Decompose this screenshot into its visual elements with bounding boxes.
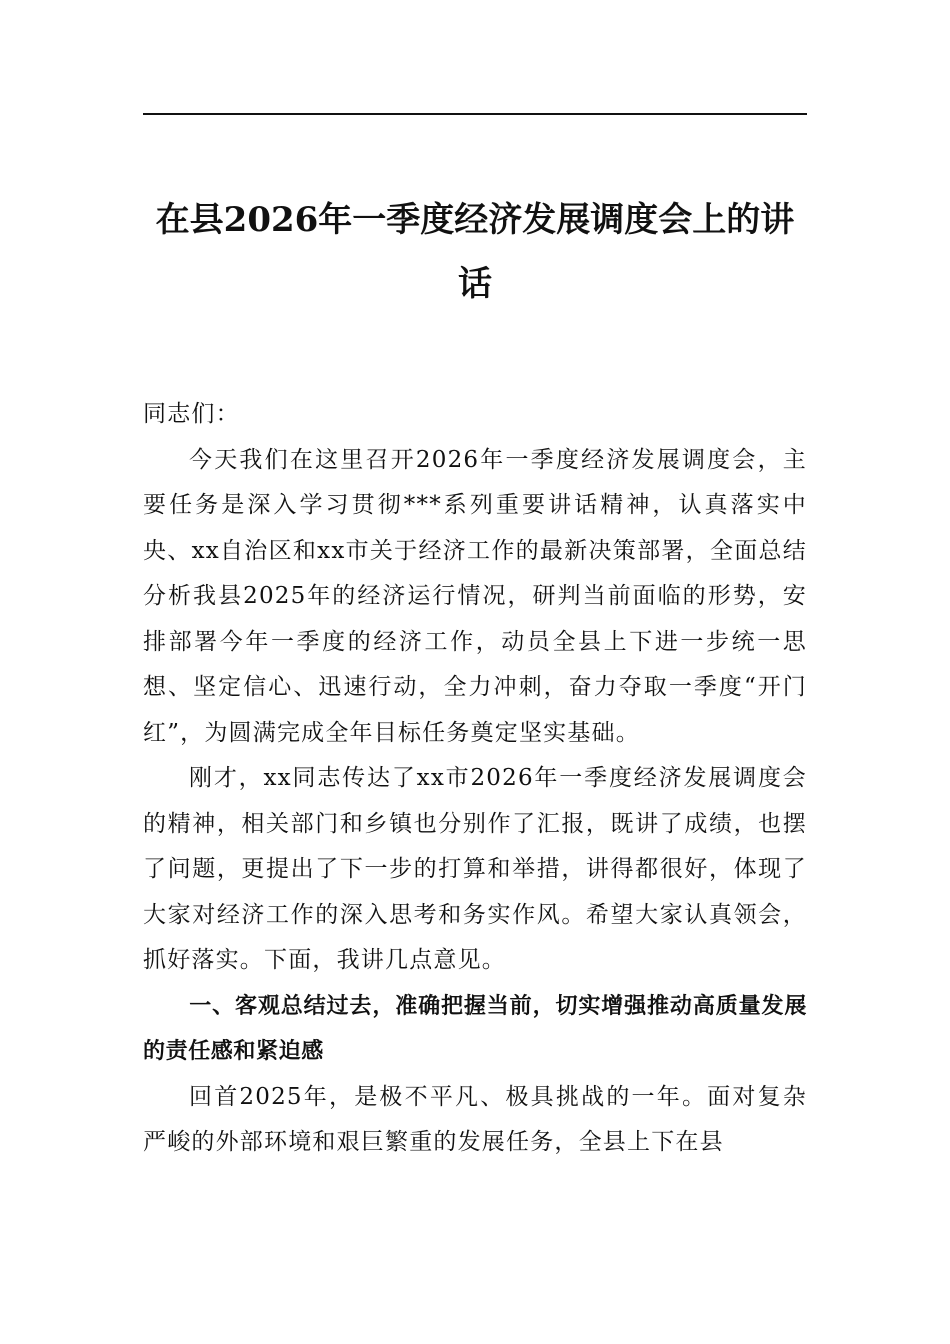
document-body — [143, 392, 807, 1166]
section-heading-1: 一、客观总结过去，准确把握当前，切实增强推动高质量发展的责任感和紧迫感 — [143, 993, 807, 1064]
salutation: 同志们： — [143, 401, 240, 427]
paragraph-opening: 今天我们在这里召开2026年一季度经济发展调度会，主要任务是深入学习贯彻***系列重要讲话精神，认真落实中央、xx自治区和xx市关于经济工作的最新决策部署，全面总结分析我县2025年的经济运行情况，研判当前面临的形势，安排部署今年一季度的经济工作，动员全县上下进一步统一思想、坚定信心、迅速行动，全力冲刺，奋力夺取一季度“开门红”，为圆满完成全年目标任务奠定坚实基础。 — [143, 446, 807, 746]
section-1-paragraph: 回首2025年，是极不平凡、极具挑战的一年。面对复杂严峻的外部环境和艰巨繁重的发展任务，全县上下在县 — [143, 1083, 807, 1155]
header-rule — [143, 113, 807, 115]
document-title: 在县2026年一季度经济发展调度会上的讲话 — [155, 200, 795, 304]
paragraph-review: 刚才，xx同志传达了xx市2026年一季度经济发展调度会的精神，相关部门和乡镇也分别作了汇报，既讲了成绩，也摆了问题，更提出了下一步的打算和举措，讲得都很好，体现了大家对经济工作的深入思考和务实作风。希望大家认真领会，抓好落实。下面，我讲几点意见。 — [143, 765, 807, 973]
